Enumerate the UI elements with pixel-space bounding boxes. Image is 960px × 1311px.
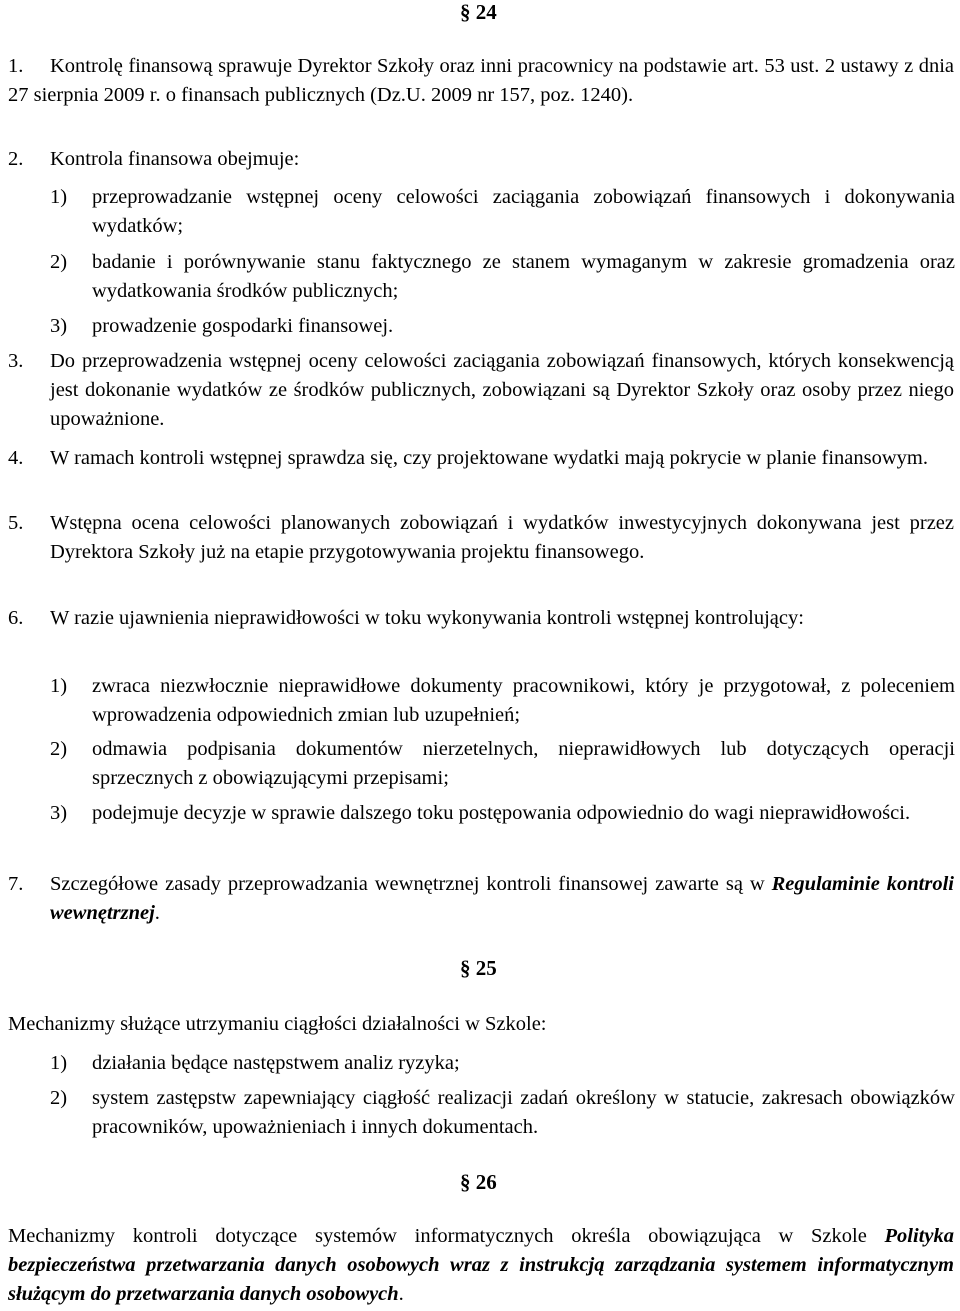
list-item: [50, 312, 955, 341]
item-text: Kontrola finansowa obejmuje:: [50, 148, 300, 170]
section-heading: § 25: [460, 956, 497, 980]
paragraph-text: Mechanizmy kontroli dotyczące systemów informatycznych określa obowiązująca w Szkole: [8, 1225, 867, 1247]
item-number: 6.: [8, 607, 24, 629]
paragraph: [8, 52, 954, 110]
list-item: [50, 183, 955, 241]
item-text: system zastępstw zapewniający ciągłość realizacji zadań określony w statucie, zakresach obowiązków pracowników, upoważnieniach i innych dokumentach.: [92, 1087, 955, 1138]
document-title-emphasis: Regulaminie kontroli wewnętrznej: [50, 873, 954, 924]
section-heading: § 24: [460, 0, 497, 24]
document-title-emphasis: Polityka bezpieczeństwa przetwarzania danych osobowych wraz z instrukcją zarządzania systemem informatycznym służącym do przetwarzania danych osobowych: [8, 1225, 954, 1305]
item-number: 1): [50, 186, 68, 208]
item-number: 3): [50, 802, 68, 824]
item-number: 1): [50, 675, 68, 697]
section-heading: § 26: [460, 1170, 497, 1194]
paragraph: [8, 145, 954, 174]
item-text: zwraca niezwłocznie nieprawidłowe dokumenty pracownikowi, który je przygotował, z poleceniem wprowadzenia odpowiednich zmian lub uzupełnień;: [92, 675, 955, 726]
item-text: przeprowadzanie wstępnej oceny celowości zaciągania zobowiązań finansowych i dokonywania wydatków;: [92, 186, 955, 237]
item-text: Do przeprowadzenia wstępnej oceny celowości zaciągania zobowiązań finansowych, których konsekwencją jest dokonanie wydatków ze środków publicznych, zobowiązani są Dyrektor Szkoły oraz osoby przez niego upoważnione.: [50, 350, 954, 430]
item-number: 1.: [8, 55, 24, 77]
item-number: 7.: [8, 873, 24, 895]
list-item: [50, 735, 955, 793]
item-text: odmawia podpisania dokumentów nierzetelnych, nieprawidłowych lub dotyczących operacji sprzecznych z obowiązującymi przepisami;: [92, 738, 955, 789]
item-number: 2.: [8, 148, 24, 170]
item-text: Szczegółowe zasady przeprowadzania wewnętrznej kontroli finansowej zawarte są w Regulaminie kontroli wewnętrznej.: [50, 873, 954, 924]
item-text: W razie ujawnienia nieprawidłowości w toku wykonywania kontroli wstępnej kontrolujący:: [50, 607, 804, 629]
item-text: badanie i porównywanie stanu faktycznego ze stanem wymaganym w zakresie gromadzenia oraz wydatkowania środków publicznych;: [92, 251, 955, 302]
paragraph: [8, 604, 954, 633]
item-number: 2): [50, 1087, 68, 1109]
item-number: 2): [50, 251, 68, 273]
paragraph: [8, 444, 954, 473]
item-text: podejmuje decyzje w sprawie dalszego toku postępowania odpowiednio do wagi nieprawidłowości.: [92, 802, 911, 824]
list-item: [50, 248, 955, 306]
list-item: [50, 672, 955, 730]
item-number: 3.: [8, 350, 24, 372]
item-number: 1): [50, 1052, 68, 1074]
item-text: Wstępna ocena celowości planowanych zobowiązań i wydatków inwestycyjnych dokonywana jest przez Dyrektora Szkoły już na etapie przygotowywania projektu finansowego.: [50, 512, 954, 563]
paragraph: [8, 509, 954, 567]
paragraph-end: .: [398, 1283, 404, 1305]
item-number: 5.: [8, 512, 24, 534]
item-number: 2): [50, 738, 68, 760]
list-item: [50, 1084, 955, 1142]
paragraph: [8, 1222, 954, 1309]
item-number: 3): [50, 315, 68, 337]
item-text: działania będące następstwem analiz ryzyka;: [92, 1052, 460, 1074]
list-item: [50, 1049, 955, 1078]
item-text: Kontrolę finansową sprawuje Dyrektor Szkoły oraz inni pracownicy na podstawie art. 53 ust. 2 ustawy z dnia 27 sierpnia 2009 r. o finansach publicznych (Dz.U. 2009 nr 157, poz. 1240).: [8, 55, 954, 106]
item-text: prowadzenie gospodarki finansowej.: [92, 315, 394, 337]
list-item: [50, 799, 955, 828]
paragraph: Mechanizmy służące utrzymaniu ciągłości działalności w Szkole:: [8, 1013, 547, 1035]
paragraph: [8, 347, 954, 434]
item-text: W ramach kontroli wstępnej sprawdza się, czy projektowane wydatki mają pokrycie w planie finansowym.: [50, 447, 928, 469]
paragraph: [8, 870, 954, 928]
item-number: 4.: [8, 447, 24, 469]
